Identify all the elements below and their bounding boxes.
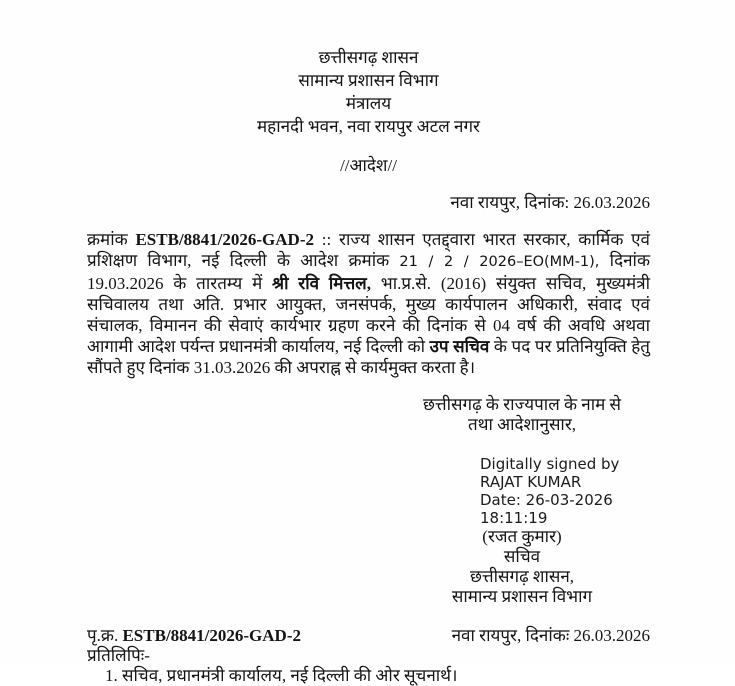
order-text-4: के पद पर प्रतिनियुक्ति हेतु सौंपते हुए दिनांक 31.03.2026 की अपराह्न से कार्यमुक्त करता है।	[87, 337, 651, 377]
copy-to-item-clipped: 1. सचिव, प्रधानमंत्री कार्यालय, नई दिल्ली की ओर सूचनार्थ।	[105, 666, 458, 685]
endorsement-ref-label: पृ.क्र.	[87, 626, 119, 645]
letterhead-address: महानदी भवन, नवा रायपुर अटल नगर	[257, 117, 480, 136]
goi-reference-number: 21 / 2 / 2026–EO(MM-1),	[399, 254, 600, 270]
digital-signature-signer: RAJAT KUMAR	[480, 473, 582, 491]
signer-org-line-1: छत्तीसगढ़ शासन,	[469, 567, 575, 586]
signature-column	[382, 395, 662, 607]
copy-to-label: प्रतिलिपिः-	[87, 646, 150, 665]
officer-name: श्री रवि मित्तल,	[272, 274, 371, 293]
signer-name-hindi: (रजत कुमार)	[482, 527, 562, 546]
deputation-designation: उप सचिव	[429, 337, 490, 356]
digital-signature-time: 18:11:19	[480, 509, 548, 527]
order-text-2: दिनांक 19.03.2026 के तारतम्य में	[87, 251, 650, 293]
letterhead-ministry: मंत्रालय	[345, 94, 392, 113]
endorsement-row	[87, 625, 650, 646]
letterhead-department: सामान्य प्रशासन विभाग	[298, 71, 439, 90]
digital-signature-line-1: Digitally signed by	[480, 455, 620, 473]
digital-signature-block	[382, 455, 662, 527]
order-number-label: क्रमांक	[87, 230, 128, 249]
order-paragraph	[87, 229, 650, 378]
endorsement-reference	[87, 625, 301, 646]
digital-signature-date: Date: 26-03-2026	[480, 491, 613, 509]
order-text-1: :: राज्य शासन एतद्द्वारा भारत सरकार, कार्मिक एवं प्रशिक्षण विभाग, नई दिल्ली के आदेश क्रमांक	[87, 230, 651, 270]
letterhead-government: छत्तीसगढ़ शासन	[318, 48, 419, 67]
endorsement-ref-number: ESTB/8841/2026-GAD-2	[122, 626, 301, 645]
authority-line-1: छत्तीसगढ़ के राज्यपाल के नाम से	[422, 395, 622, 414]
endorsement-place-date: नवा रायपुर, दिनांकः 26.03.2026	[451, 626, 650, 645]
letterhead	[87, 46, 650, 138]
place-date-line: नवा रायपुर, दिनांक: 26.03.2026	[450, 193, 650, 212]
authority-line-2: तथा आदेशानुसार,	[467, 415, 577, 434]
signer-org-line-2: सामान्य प्रशासन विभाग	[451, 587, 593, 606]
order-text-3: भा.प्र.से. (2016) संयुक्त सचिव, मुख्यमंत्री सचिवालय तथा अति. प्रभार आयुक्त, जनसंपर्क, मुख्य कार्यपालन अधिकारी, संवाद एवं संचालक, विमानन की सेवाएं कार्यभार ग्रहण करने की दिनांक से 04 वर्ष की अवधि अथवा आगामी आदेश पर्यन्त प्रधानमंत्री कार्यालय, नई दिल्ली को	[87, 274, 651, 356]
signer-designation: सचिव	[503, 547, 541, 566]
order-title: //आदेश//	[340, 156, 397, 175]
order-number: ESTB/8841/2026-GAD-2	[135, 230, 314, 249]
